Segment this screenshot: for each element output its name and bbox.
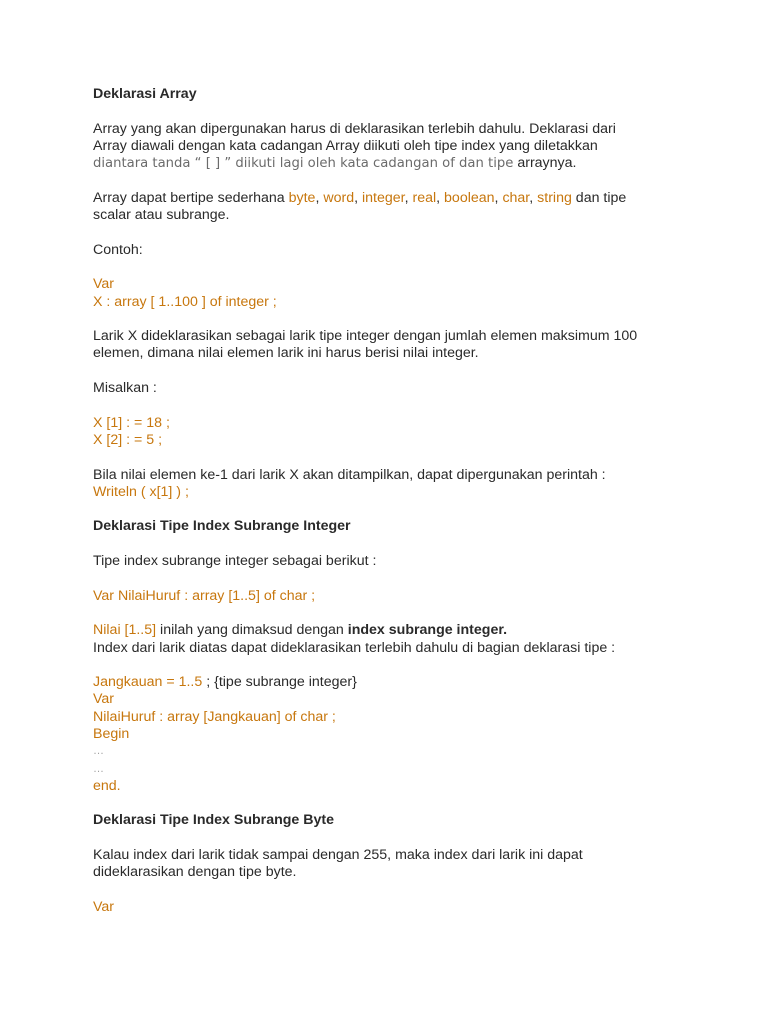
keyword-integer: integer: [361, 189, 405, 206]
code-fragment: Nilai [1..5]: [93, 622, 157, 639]
paragraph: [93, 553, 693, 570]
separator: ,: [354, 189, 362, 206]
code-block: [93, 899, 693, 916]
separator: ,: [494, 189, 503, 206]
keyword-real: real: [412, 189, 437, 206]
code-line: Var: [93, 898, 115, 915]
separator: ,: [404, 189, 413, 206]
keyword-string: string: [537, 189, 572, 206]
keyword-char: char: [502, 189, 530, 206]
separator: ,: [315, 189, 324, 206]
code-fragment: Jangkauan = 1..5: [93, 674, 203, 691]
label-misalkan: Misalkan :: [93, 380, 157, 397]
paragraph: [93, 190, 693, 225]
code-line: [93, 674, 693, 691]
paragraph-line: [93, 622, 693, 639]
code-line: Var NilaiHuruf : array [1..5] of char ;: [93, 587, 316, 604]
paragraph: [93, 328, 693, 363]
paragraph: [93, 622, 693, 657]
paragraph-line: Array yang akan dipergunakan harus di deklarasikan terlebih dahulu. Deklarasi dari: [93, 120, 616, 137]
paragraph-line: scalar atau subrange.: [93, 207, 230, 224]
paragraph: [93, 121, 693, 173]
paragraph-fragment: arraynya.: [513, 155, 577, 172]
code-line: NilaiHuruf : array [Jangkauan] of char ;: [93, 708, 336, 725]
keyword-byte: byte: [288, 189, 316, 206]
heading-deklarasi-array: Deklarasi Array: [93, 86, 197, 102]
keyword-word: word: [323, 189, 355, 206]
paragraph-line: Bila nilai elemen ke-1 dari larik X akan ditampilkan, dapat dipergunakan perintah :: [93, 466, 606, 483]
code-line: X [2] : = 5 ;: [93, 431, 163, 448]
code-block: [93, 415, 693, 450]
code-line: Var: [93, 276, 115, 293]
paragraph: [93, 380, 693, 397]
paragraph-fragment: dan tipe: [571, 189, 627, 206]
document-page: [93, 86, 693, 934]
paragraph: [93, 847, 693, 882]
paragraph-line: Array diawali dengan kata cadangan Array diikuti oleh tipe index yang diletakkan: [93, 137, 598, 154]
code-block: [93, 276, 693, 311]
code-ellipsis: …: [93, 762, 104, 775]
paragraph-line: dideklarasikan dengan tipe byte.: [93, 864, 297, 881]
code-line: X : array [ 1..100 ] of integer ;: [93, 293, 277, 310]
section-heading: [93, 812, 693, 829]
keyword-boolean: boolean: [444, 189, 495, 206]
code-line: end.: [93, 777, 121, 794]
emphasis-text: index subrange integer.: [347, 622, 508, 639]
separator: ,: [529, 189, 538, 206]
paragraph: [93, 467, 693, 502]
section-heading: [93, 86, 693, 103]
separator: ,: [436, 189, 445, 206]
paragraph-line: [93, 155, 693, 172]
code-line: Begin: [93, 725, 130, 742]
paragraph-line: Kalau index dari larik tidak sampai dengan 255, maka index dari larik ini dapat: [93, 847, 583, 864]
paragraph-fragment: inilah yang dimaksud dengan: [156, 622, 348, 639]
paragraph-line: Index dari larik diatas dapat dideklarasikan terlebih dahulu di bagian deklarasi tipe :: [93, 639, 616, 656]
paragraph-line: Tipe index subrange integer sebagai berikut :: [93, 553, 377, 570]
paragraph: [93, 242, 693, 259]
code-ellipsis: …: [93, 745, 104, 758]
code-block: [93, 674, 693, 795]
code-line: X [1] : = 18 ;: [93, 414, 170, 431]
label-contoh: Contoh:: [93, 241, 143, 258]
heading-subrange-integer: Deklarasi Tipe Index Subrange Integer: [93, 518, 351, 535]
code-block: [93, 588, 693, 605]
paragraph-line: elemen, dimana nilai elemen larik ini harus berisi nilai integer.: [93, 345, 479, 362]
code-line: Writeln ( x[1] ) ;: [93, 483, 189, 500]
code-comment: ; {tipe subrange integer}: [202, 674, 357, 691]
heading-subrange-byte: Deklarasi Tipe Index Subrange Byte: [93, 812, 335, 829]
paragraph-fragment: Array dapat bertipe sederhana: [93, 189, 289, 206]
paragraph-line: [93, 190, 693, 207]
code-line: Var: [93, 691, 115, 708]
section-heading: [93, 518, 693, 535]
paragraph-fragment: diantara tanda “ [ ] ” diikuti lagi oleh kata cadangan of dan tipe: [93, 156, 514, 172]
paragraph-line: Larik X dideklarasikan sebagai larik tipe integer dengan jumlah elemen maksimum 100: [93, 328, 638, 345]
